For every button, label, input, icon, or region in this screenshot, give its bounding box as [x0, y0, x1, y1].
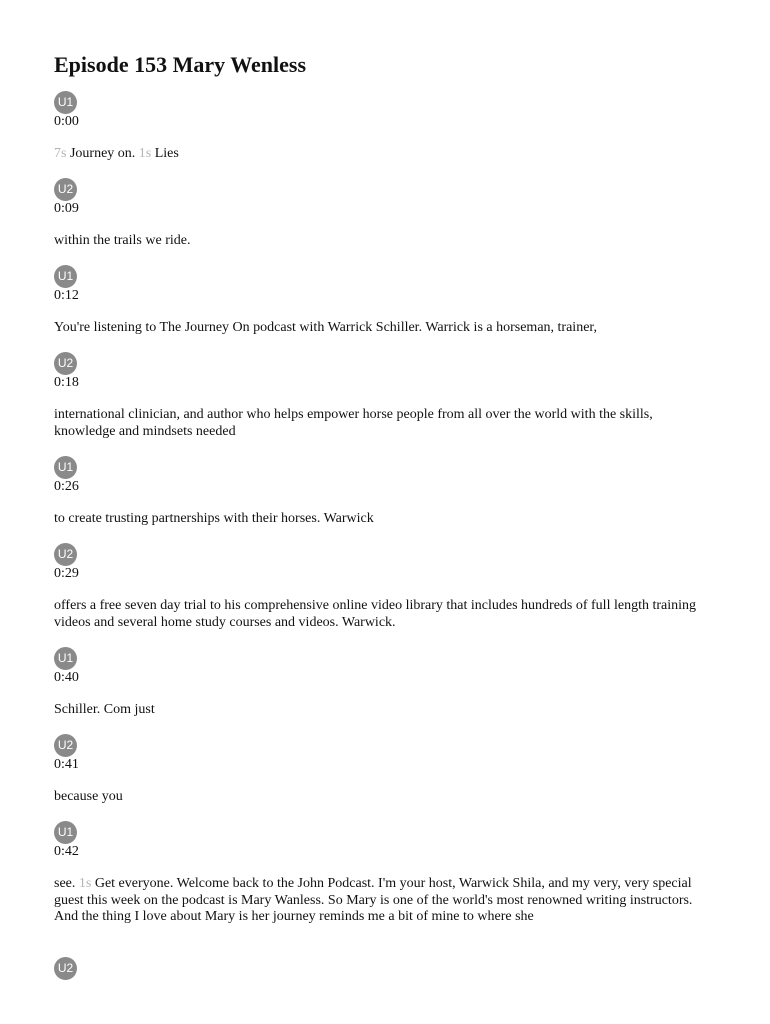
transcript-entry — [54, 734, 714, 806]
transcript-entry — [54, 91, 714, 163]
page-title: Episode 153 Mary Wenless — [54, 52, 307, 77]
timestamp: 0:42 — [54, 844, 79, 859]
text-segment: Get everyone. Welcome back to the John Podcast. I'm your host, Warwick Shila, and my very, very special guest this week on the podcast is Mary Wanless. So Mary is one of the world's most renowned writing instructors. And the thing I love about Mary is her journey reminds me a bit of mine to where she — [54, 876, 693, 924]
pause-marker: 7s — [54, 146, 67, 161]
speaker-avatar: U1 — [54, 265, 77, 288]
text-segment: Lies — [154, 146, 179, 161]
transcript-entry — [54, 178, 714, 250]
speaker-avatar: U1 — [54, 821, 77, 844]
transcript-entry — [54, 543, 714, 631]
text-segment: Journey on. — [69, 146, 136, 161]
transcript-entry — [54, 821, 714, 926]
timestamp: 0:00 — [54, 114, 79, 129]
speaker-avatar: U1 — [54, 456, 77, 479]
transcript-text: You're listening to The Journey On podcast with Warrick Schiller. Warrick is a horseman, trainer, — [54, 320, 598, 335]
transcript-text: to create trusting partnerships with their horses. Warwick — [54, 511, 374, 526]
timestamp: 0:29 — [54, 566, 79, 581]
transcript-text: within the trails we ride. — [54, 233, 191, 248]
timestamp: 0:18 — [54, 375, 79, 390]
pause-marker: 1s — [78, 876, 92, 891]
speaker-avatar: U2 — [54, 543, 77, 566]
timestamp: 0:26 — [54, 479, 79, 494]
transcript-text: because you — [54, 789, 123, 804]
pause-marker: 1s — [138, 146, 152, 161]
transcript-text — [54, 146, 714, 163]
transcript-entry — [54, 352, 714, 440]
timestamp: 0:09 — [54, 201, 79, 216]
speaker-avatar: U2 — [54, 957, 77, 980]
transcript-entry — [54, 647, 714, 719]
speaker-avatar: U2 — [54, 178, 77, 201]
speaker-avatar: U1 — [54, 647, 77, 670]
transcript-text — [54, 876, 714, 926]
transcript-text: international clinician, and author who helps empower horse people from all over the world with the skills, knowledge and mindsets needed — [54, 407, 653, 439]
timestamp: 0:41 — [54, 757, 79, 772]
speaker-avatar: U2 — [54, 734, 77, 757]
transcript-entry — [54, 456, 714, 528]
timestamp: 0:40 — [54, 670, 79, 685]
text-segment: see. — [54, 876, 76, 891]
transcript-text: offers a free seven day trial to his comprehensive online video library that includes hundreds of full length training videos and several home study courses and videos. Warwick. — [54, 598, 696, 630]
transcript-text: Schiller. Com just — [54, 702, 155, 717]
timestamp: 0:12 — [54, 288, 79, 303]
transcript-entry — [54, 957, 714, 980]
speaker-avatar: U1 — [54, 91, 77, 114]
transcript-entry — [54, 265, 714, 337]
speaker-avatar: U2 — [54, 352, 77, 375]
